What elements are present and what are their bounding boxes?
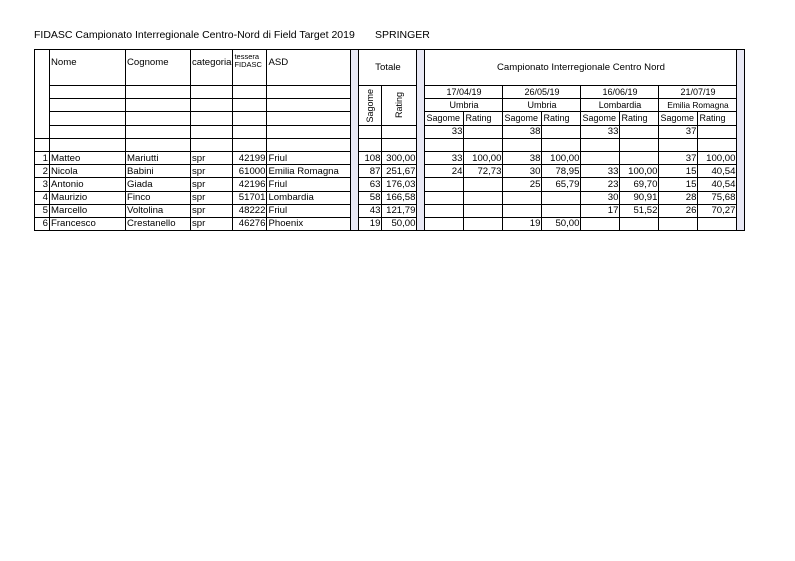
event-sagome-cell [503,191,542,204]
cognome-cell: Babini [126,165,191,178]
event-rating-cell [620,151,659,164]
event-sagome-cell: 30 [503,165,542,178]
spacer-row [35,138,745,151]
header-row-dates [35,86,745,99]
asd-cell: Lombardia [267,191,351,204]
event-sagome-cell: 38 [503,151,542,164]
position-cell: 3 [35,178,50,191]
event-sagome-cell [581,151,620,164]
categoria-cell: spr [191,165,233,178]
tessera-cell: 46276 [233,217,267,230]
categoria-header: categoria [191,50,233,86]
event-rating-cell: 40,54 [698,165,737,178]
sub-rating-header: Rating [464,112,503,125]
event-sagome-cell: 33 [581,165,620,178]
total-rating-cell: 251,67 [382,165,417,178]
table-row [35,191,745,204]
sagome-vertical-header: Sagome [359,86,382,126]
event-region: Umbria [503,99,581,112]
tessera-cell: 42196 [233,178,267,191]
nome-header: Nome [50,50,126,86]
separator-col [417,50,425,231]
table-row [35,151,745,164]
cognome-header: Cognome [126,50,191,86]
cognome-cell: Voltolina [126,204,191,217]
event-rating-cell: 70,27 [698,204,737,217]
total-rating-cell: 166,58 [382,191,417,204]
event-rating-cell [464,217,503,230]
event-date: 21/07/19 [659,86,737,99]
event-sagome-cell: 28 [659,191,698,204]
tessera-cell: 48222 [233,204,267,217]
event-rating-cell: 100,00 [464,151,503,164]
asd-cell: Friul [267,151,351,164]
totale-header: Totale [359,50,417,86]
nome-cell: Nicola [50,165,126,178]
event-sagome-cell [425,217,464,230]
asd-header: ASD [267,50,351,86]
total-sagome-cell: 58 [359,191,382,204]
nome-cell: Maurizio [50,191,126,204]
event-rating-cell [542,191,581,204]
total-sagome-cell: 108 [359,151,382,164]
position-cell: 5 [35,204,50,217]
results-table [34,49,745,231]
sub-sagome-header: Sagome [659,112,698,125]
event-rating-cell [698,217,737,230]
sub-sagome-header: Sagome [425,112,464,125]
cognome-cell: Crestanello [126,217,191,230]
total-rating-cell: 176,03 [382,178,417,191]
event-sagome-cell: 17 [581,204,620,217]
event-rating-cell [542,204,581,217]
event-max-sagome: 38 [503,125,542,138]
asd-cell: Emilia Romagna [267,165,351,178]
tessera-header [233,50,267,86]
table-row [35,178,745,191]
sub-rating-header: Rating [698,112,737,125]
tessera-header-line1: tessera [234,52,260,61]
tessera-cell: 61000 [233,165,267,178]
nome-cell: Matteo [50,151,126,164]
event-rating-cell: 100,00 [698,151,737,164]
total-sagome-cell: 63 [359,178,382,191]
event-rating-cell: 90,91 [620,191,659,204]
total-rating-cell: 300,00 [382,151,417,164]
sub-rating-header: Rating [620,112,659,125]
event-date: 26/05/19 [503,86,581,99]
campionato-header: Campionato Interregionale Centro Nord [425,50,737,86]
cognome-cell: Giada [126,178,191,191]
event-date: 16/06/19 [581,86,659,99]
table-row [35,217,745,230]
event-rating-cell: 72,73 [464,165,503,178]
event-region: Umbria [425,99,503,112]
event-rating-cell: 69,70 [620,178,659,191]
event-sagome-cell [659,217,698,230]
event-max-sagome: 33 [425,125,464,138]
asd-cell: Friul [267,204,351,217]
category-label: SPRINGER [375,29,430,41]
categoria-cell: spr [191,204,233,217]
document-title: FIDASC Campionato Interregionale Centro-Nord di Field Target 2019 [34,29,355,41]
event-rating-cell: 100,00 [620,165,659,178]
event-sagome-cell: 37 [659,151,698,164]
categoria-cell: spr [191,191,233,204]
position-cell: 2 [35,165,50,178]
event-sagome-cell: 15 [659,178,698,191]
position-cell: 6 [35,217,50,230]
total-sagome-cell: 19 [359,217,382,230]
event-sagome-cell: 19 [503,217,542,230]
nome-cell: Antonio [50,178,126,191]
categoria-cell: spr [191,151,233,164]
event-sagome-cell [425,178,464,191]
table-row [35,165,745,178]
event-rating-cell: 51,52 [620,204,659,217]
event-sagome-cell [581,217,620,230]
total-sagome-cell: 87 [359,165,382,178]
table-row [35,204,745,217]
categoria-cell: spr [191,178,233,191]
sub-sagome-header: Sagome [503,112,542,125]
sub-rating-header: Rating [542,112,581,125]
event-sagome-cell: 30 [581,191,620,204]
event-sagome-cell: 24 [425,165,464,178]
event-rating-cell: 65,79 [542,178,581,191]
event-rating-cell: 50,00 [542,217,581,230]
sub-sagome-header: Sagome [581,112,620,125]
rating-vertical-header: Rating [382,86,417,126]
position-cell: 1 [35,151,50,164]
event-rating-cell: 40,54 [698,178,737,191]
nome-cell: Francesco [50,217,126,230]
event-rating-cell [464,178,503,191]
total-rating-cell: 121,79 [382,204,417,217]
event-rating-cell [464,204,503,217]
event-sagome-cell: 33 [425,151,464,164]
event-region: Lombardia [581,99,659,112]
cognome-cell: Finco [126,191,191,204]
pos-header [35,50,50,139]
event-rating-cell [464,191,503,204]
tessera-cell: 51701 [233,191,267,204]
separator-col [351,50,359,231]
event-date: 17/04/19 [425,86,503,99]
total-rating-cell: 50,00 [382,217,417,230]
event-sagome-cell [425,204,464,217]
categoria-cell: spr [191,217,233,230]
asd-cell: Friul [267,178,351,191]
nome-cell: Marcello [50,204,126,217]
event-rating-cell: 78,95 [542,165,581,178]
position-cell: 4 [35,191,50,204]
event-max-sagome: 33 [581,125,620,138]
event-rating-cell [620,217,659,230]
tessera-header-line2: FIDASC [234,59,262,69]
event-sagome-cell [503,204,542,217]
header-row-max [35,125,745,138]
event-rating-cell: 100,00 [542,151,581,164]
event-max-sagome: 37 [659,125,698,138]
cognome-cell: Mariutti [126,151,191,164]
separator-col [737,50,745,231]
total-sagome-cell: 43 [359,204,382,217]
tessera-cell: 42199 [233,151,267,164]
header-row-main [35,50,745,86]
asd-cell: Phoenix [267,217,351,230]
event-region: Emilia Romagna [659,99,737,112]
event-rating-cell: 75,68 [698,191,737,204]
event-sagome-cell: 15 [659,165,698,178]
event-sagome-cell [425,191,464,204]
event-sagome-cell: 25 [503,178,542,191]
event-sagome-cell: 26 [659,204,698,217]
event-sagome-cell: 23 [581,178,620,191]
